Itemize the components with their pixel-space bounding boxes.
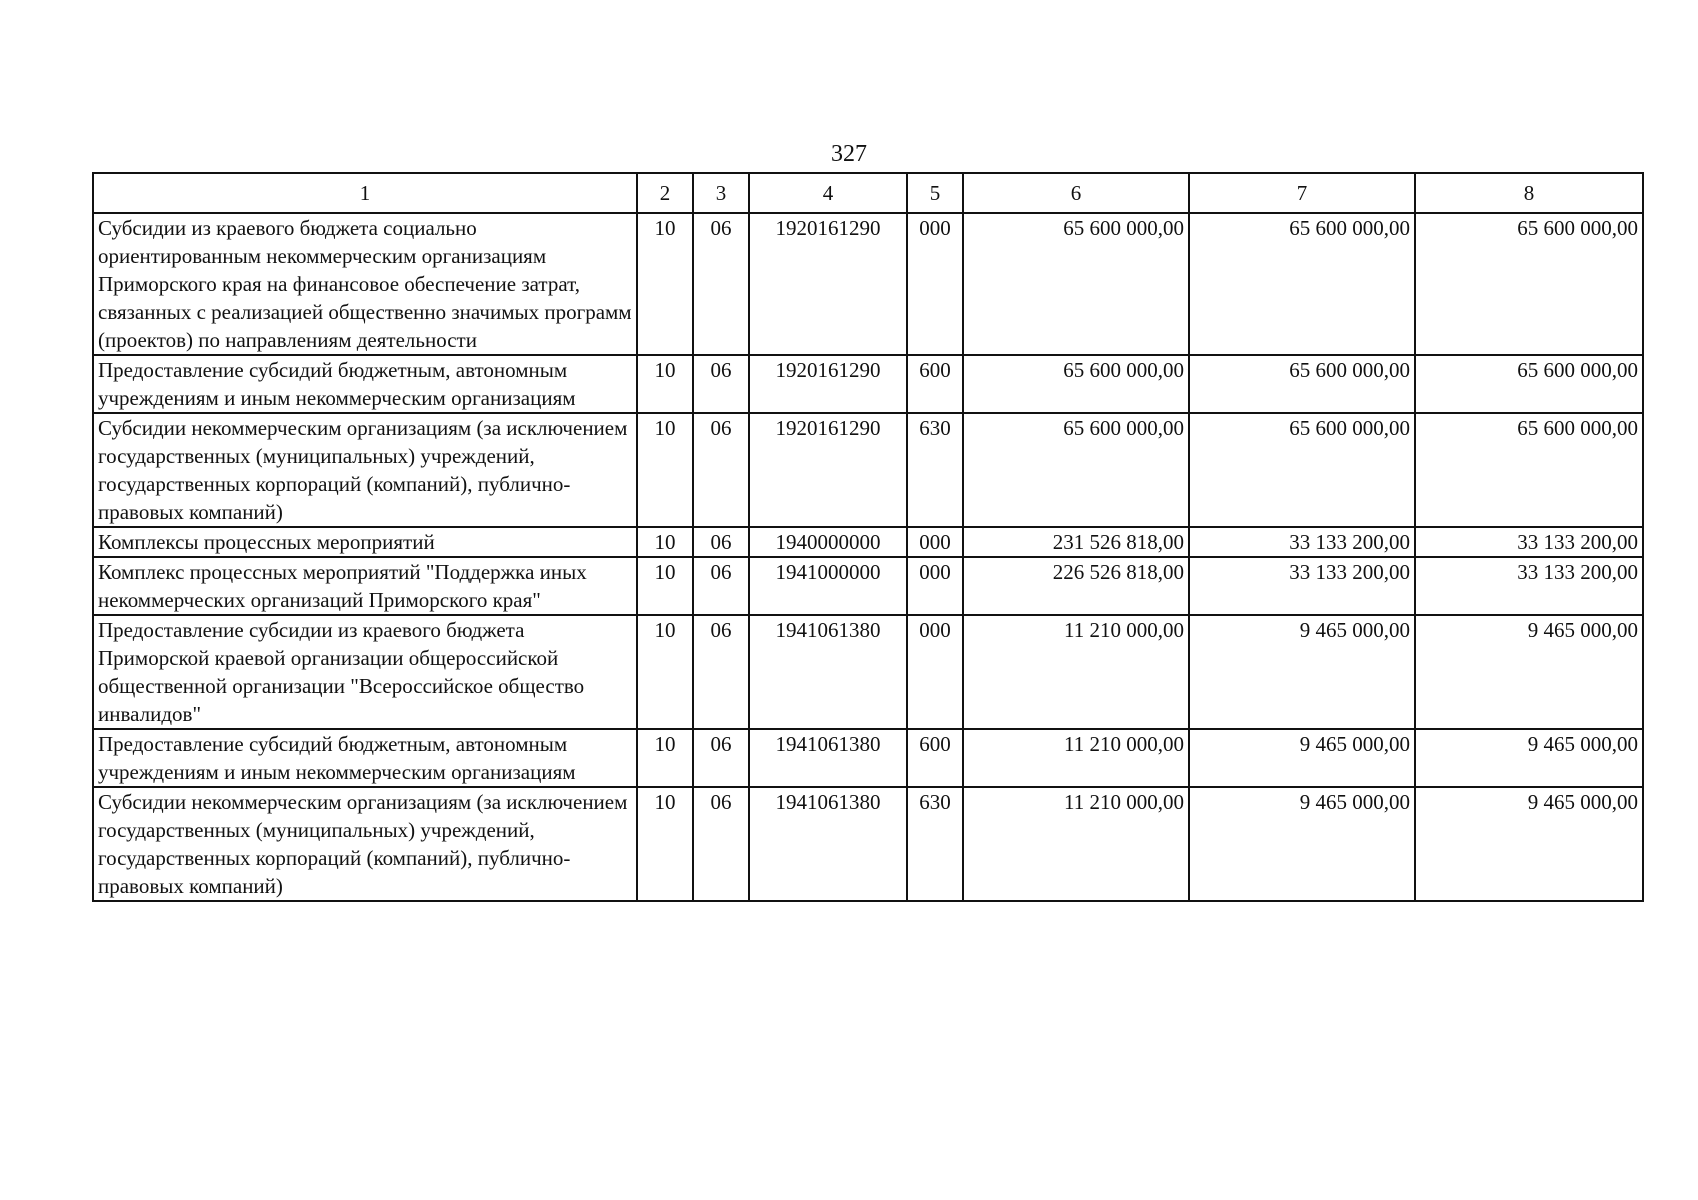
table-row — [93, 527, 1643, 557]
row-amount-2: 33 133 200,00 — [1189, 527, 1415, 557]
row-amount-2: 33 133 200,00 — [1189, 557, 1415, 615]
row-rz: 10 — [637, 557, 693, 615]
row-amount-2: 9 465 000,00 — [1189, 615, 1415, 729]
row-amount-1: 226 526 818,00 — [963, 557, 1189, 615]
row-vr: 630 — [907, 413, 963, 527]
row-csr: 1941061380 — [749, 787, 907, 901]
row-pr: 06 — [693, 615, 749, 729]
row-csr: 1941000000 — [749, 557, 907, 615]
row-name: Предоставление субсидии из краевого бюджета Приморской краевой организации общероссийской общественной организации "Всероссийское общество инвалидов" — [93, 615, 637, 729]
row-amount-1: 11 210 000,00 — [963, 615, 1189, 729]
row-amount-2: 9 465 000,00 — [1189, 787, 1415, 901]
row-amount-3: 33 133 200,00 — [1415, 557, 1643, 615]
row-amount-3: 65 600 000,00 — [1415, 213, 1643, 355]
row-pr: 06 — [693, 787, 749, 901]
row-name: Субсидии некоммерческим организациям (за исключением государственных (муниципальных) учреждений, государственных корпораций (компаний), публично-правовых компаний) — [93, 413, 637, 527]
row-amount-1: 65 600 000,00 — [963, 355, 1189, 413]
row-name: Предоставление субсидий бюджетным, автономным учреждениям и иным некоммерческим организациям — [93, 355, 637, 413]
header-cell: 1 — [93, 173, 637, 213]
budget-table — [92, 172, 1644, 902]
row-amount-3: 65 600 000,00 — [1415, 413, 1643, 527]
row-amount-2: 65 600 000,00 — [1189, 413, 1415, 527]
header-cell: 4 — [749, 173, 907, 213]
row-rz: 10 — [637, 355, 693, 413]
row-pr: 06 — [693, 413, 749, 527]
row-rz: 10 — [637, 615, 693, 729]
row-name: Субсидии из краевого бюджета социально ориентированным некоммерческим организациям Приморского края на финансовое обеспечение затрат, связанных с реализацией общественно значимых программ (проектов) по направлениям деятельности — [93, 213, 637, 355]
row-rz: 10 — [637, 213, 693, 355]
header-cell: 5 — [907, 173, 963, 213]
row-csr: 1941061380 — [749, 615, 907, 729]
row-amount-1: 231 526 818,00 — [963, 527, 1189, 557]
row-amount-1: 65 600 000,00 — [963, 213, 1189, 355]
row-vr: 600 — [907, 355, 963, 413]
row-amount-3: 9 465 000,00 — [1415, 787, 1643, 901]
header-row — [93, 173, 1643, 213]
row-amount-3: 33 133 200,00 — [1415, 527, 1643, 557]
row-rz: 10 — [637, 527, 693, 557]
row-amount-2: 65 600 000,00 — [1189, 213, 1415, 355]
row-csr: 1920161290 — [749, 413, 907, 527]
table-row — [93, 413, 1643, 527]
row-vr: 000 — [907, 527, 963, 557]
row-vr: 000 — [907, 615, 963, 729]
row-pr: 06 — [693, 729, 749, 787]
row-amount-2: 65 600 000,00 — [1189, 355, 1415, 413]
row-name: Комплекс процессных мероприятий "Поддержка иных некоммерческих организаций Приморского края" — [93, 557, 637, 615]
row-csr: 1920161290 — [749, 355, 907, 413]
row-pr: 06 — [693, 557, 749, 615]
table-row — [93, 213, 1643, 355]
row-vr: 000 — [907, 557, 963, 615]
row-amount-3: 9 465 000,00 — [1415, 615, 1643, 729]
row-csr: 1920161290 — [749, 213, 907, 355]
header-cell: 7 — [1189, 173, 1415, 213]
header-cell: 6 — [963, 173, 1189, 213]
header-cell: 3 — [693, 173, 749, 213]
row-pr: 06 — [693, 527, 749, 557]
row-pr: 06 — [693, 355, 749, 413]
table-row — [93, 557, 1643, 615]
row-name: Комплексы процессных мероприятий — [93, 527, 637, 557]
row-amount-1: 11 210 000,00 — [963, 787, 1189, 901]
table-row — [93, 787, 1643, 901]
row-rz: 10 — [637, 729, 693, 787]
row-pr: 06 — [693, 213, 749, 355]
header-cell: 8 — [1415, 173, 1643, 213]
row-amount-1: 11 210 000,00 — [963, 729, 1189, 787]
table-row — [93, 729, 1643, 787]
row-amount-3: 9 465 000,00 — [1415, 729, 1643, 787]
page-number: 327 — [831, 141, 867, 167]
row-amount-3: 65 600 000,00 — [1415, 355, 1643, 413]
header-cell: 2 — [637, 173, 693, 213]
row-rz: 10 — [637, 413, 693, 527]
row-vr: 600 — [907, 729, 963, 787]
row-rz: 10 — [637, 787, 693, 901]
row-amount-1: 65 600 000,00 — [963, 413, 1189, 527]
row-vr: 000 — [907, 213, 963, 355]
row-vr: 630 — [907, 787, 963, 901]
row-csr: 1940000000 — [749, 527, 907, 557]
table-row — [93, 355, 1643, 413]
table-row — [93, 615, 1643, 729]
row-name: Субсидии некоммерческим организациям (за исключением государственных (муниципальных) учреждений, государственных корпораций (компаний), публично-правовых компаний) — [93, 787, 637, 901]
row-csr: 1941061380 — [749, 729, 907, 787]
row-amount-2: 9 465 000,00 — [1189, 729, 1415, 787]
row-name: Предоставление субсидий бюджетным, автономным учреждениям и иным некоммерческим организациям — [93, 729, 637, 787]
